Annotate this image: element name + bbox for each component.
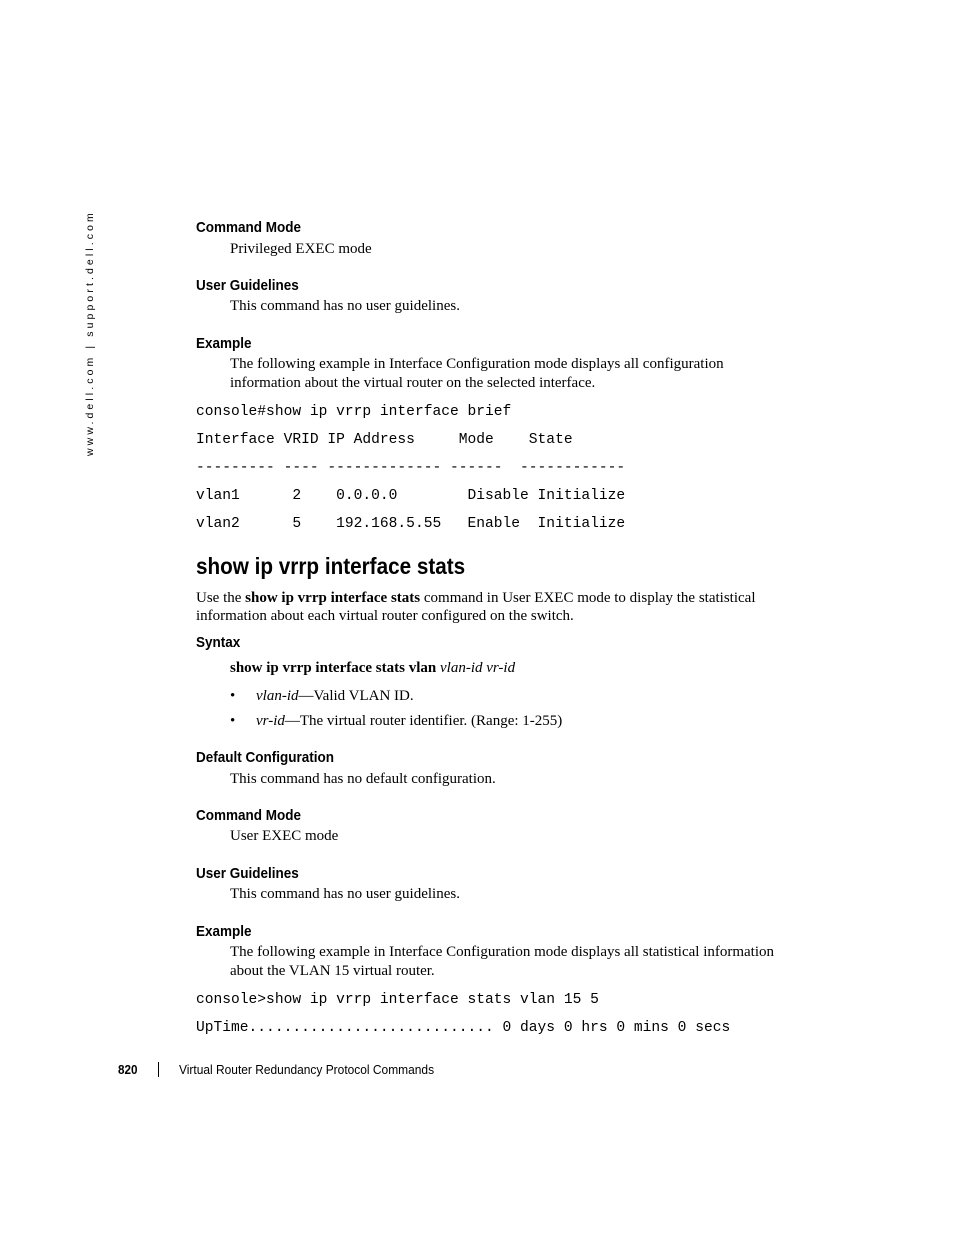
code-table-row: vlan2 5 192.168.5.55 Enable Initialize [196, 516, 626, 532]
chapter-title: Virtual Router Redundancy Protocol Commands [179, 1062, 435, 1077]
user-guidelines-heading-1: User Guidelines [196, 277, 299, 294]
intro-line-1 [196, 590, 756, 607]
user-guidelines-text-1: This command has no user guidelines. [230, 298, 460, 314]
bullet-item-vlan-id [256, 688, 414, 705]
intro-post: command in User EXEC mode to display the statistical [420, 590, 756, 606]
syntax-heading: Syntax [196, 634, 241, 651]
bullet-item-vr-id [256, 713, 562, 730]
page-number: 820 [118, 1062, 138, 1077]
bullet-icon: • [230, 713, 236, 729]
param-name: vr-id [256, 713, 285, 729]
user-guidelines-heading-2: User Guidelines [196, 865, 299, 882]
footer-divider [158, 1062, 159, 1077]
example-heading-2: Example [196, 923, 252, 940]
code-uptime: UpTime............................ 0 days 0 hrs 0 mins 0 secs [196, 1020, 731, 1036]
example-text-2b: about the VLAN 15 virtual router. [230, 963, 435, 979]
syntax-args: vlan-id vr-id [436, 660, 516, 676]
command-mode-heading-2: Command Mode [196, 807, 302, 824]
syntax-line [230, 660, 515, 677]
code-command-1: console#show ip vrrp interface brief [196, 404, 512, 420]
example-heading-1: Example [196, 335, 252, 352]
user-guidelines-text-2: This command has no user guidelines. [230, 886, 460, 902]
code-table-divider: --------- ---- ------------- ------ ------------ [196, 460, 626, 476]
command-mode-text-2: User EXEC mode [230, 828, 339, 844]
param-desc: —The virtual router identifier. (Range: 1-255) [284, 713, 563, 729]
code-command-2: console>show ip vrrp interface stats vlan 15 5 [196, 992, 599, 1008]
code-table-header: Interface VRID IP Address Mode State [196, 432, 573, 448]
command-mode-heading-1: Command Mode [196, 219, 302, 236]
param-desc: —Valid VLAN ID. [298, 688, 414, 704]
default-config-heading: Default Configuration [196, 749, 334, 766]
default-config-text: This command has no default configuration. [230, 771, 496, 787]
section-title: show ip vrrp interface stats [196, 553, 466, 579]
example-text-1a: The following example in Interface Configuration mode displays all configuration [230, 356, 724, 372]
bullet-icon: • [230, 688, 236, 704]
param-name: vlan-id [256, 688, 299, 704]
intro-pre: Use the [196, 590, 246, 606]
command-mode-text-1: Privileged EXEC mode [230, 241, 372, 257]
code-table-row: vlan1 2 0.0.0.0 Disable Initialize [196, 488, 626, 504]
example-text-1b: information about the virtual router on the selected interface. [230, 375, 596, 391]
example-text-2a: The following example in Interface Configuration mode displays all statistical information [230, 944, 775, 960]
intro-line-2: information about each virtual router configured on the switch. [196, 608, 574, 624]
side-url: www.dell.com | support.dell.com [84, 210, 96, 456]
syntax-command: show ip vrrp interface stats vlan [230, 660, 437, 676]
intro-command: show ip vrrp interface stats [245, 590, 421, 606]
